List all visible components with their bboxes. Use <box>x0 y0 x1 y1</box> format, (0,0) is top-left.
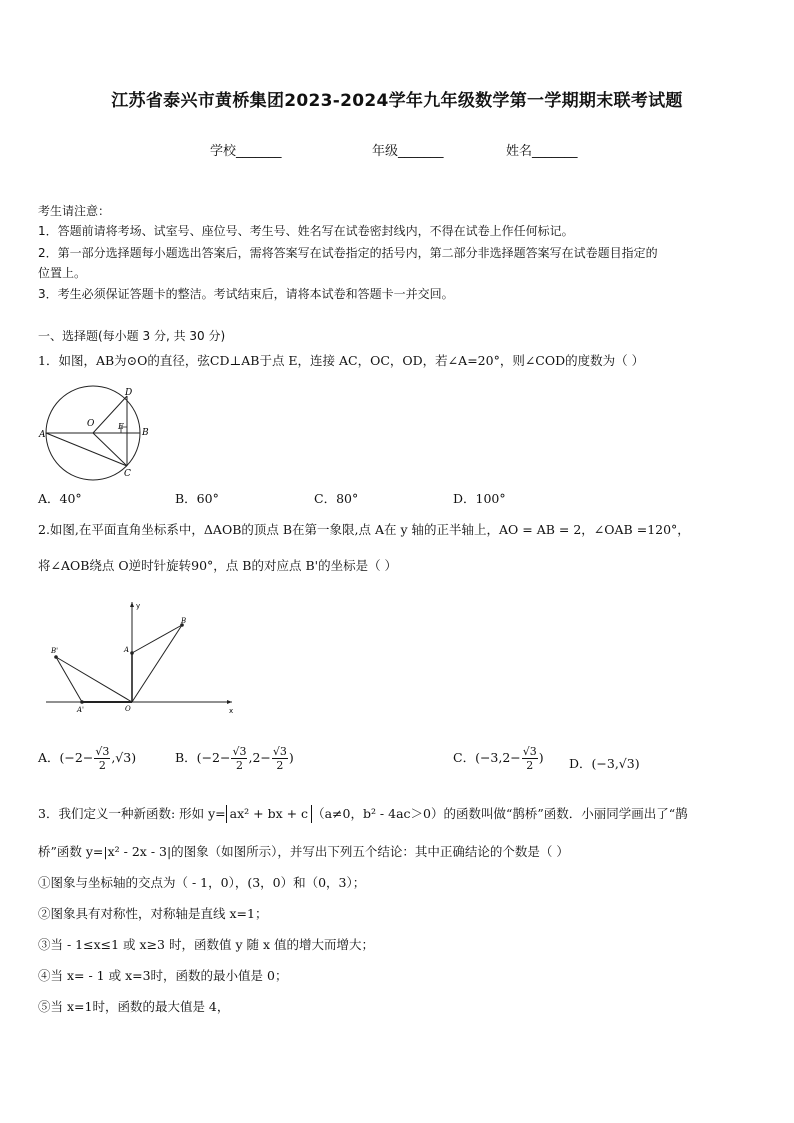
notice-item-2-cont: 位置上。 <box>38 266 87 280</box>
school-field <box>210 140 282 159</box>
name-label: 姓名 <box>506 144 533 159</box>
q2-option-b <box>175 745 294 772</box>
point-a <box>130 651 134 655</box>
point-b-prime <box>54 655 58 659</box>
label-y: y <box>136 602 141 610</box>
label-x: x <box>229 707 234 715</box>
label-b-prime: B' <box>51 647 59 655</box>
segment-ac <box>46 433 127 466</box>
q2-option-b-mid: ,2− <box>248 750 271 765</box>
q2-option-b-den-2: 2 <box>276 759 284 772</box>
name-field <box>506 140 578 159</box>
name-blank: _______ <box>532 144 578 159</box>
q2-option-a-den: 2 <box>98 759 106 772</box>
q1-option-b: B．60° <box>175 491 219 506</box>
q2-option-b-num: √3 <box>232 745 247 758</box>
school-label: 学校 <box>210 144 237 159</box>
notice-item-2: 2．第一部分选择题每小题选出答案后，需将答案写在试卷指定的括号内，第二部分非选择题答案写在试卷题目指定的 <box>38 246 658 260</box>
label-c: C <box>124 469 131 479</box>
exam-title: 江苏省泰兴市黄桥集团2023-2024学年九年级数学第一学期期末联考试题 <box>111 91 683 111</box>
q2-option-a-prefix: A．(−2− <box>38 750 94 765</box>
section-heading: 一、选择题(每小题 3 分, 共 30 分) <box>38 329 226 343</box>
grade-blank: _______ <box>398 144 444 159</box>
x-axis-arrow <box>227 700 232 704</box>
label-o: O <box>125 705 131 713</box>
q3-conclusion-4: ④当 x= - 1 或 x=3时，函数的最小值是 0； <box>38 968 288 983</box>
label-e: E <box>118 422 124 431</box>
notice-item-3: 3．考生必须保证答题卡的整洁。考试结束后，请将本试卷和答题卡一并交回。 <box>38 287 454 301</box>
q2-option-a <box>38 745 136 772</box>
label-a: A <box>39 430 46 440</box>
label-b: B <box>142 428 149 438</box>
q3-conclusion-1: ①图象与坐标轴的交点为（ - 1，0），(3，0）和（0，3）； <box>38 875 366 890</box>
q2-option-c <box>453 745 544 772</box>
q2-option-c-den: 2 <box>526 759 534 772</box>
grade-label: 年级 <box>372 144 399 159</box>
q2-option-b-den: 2 <box>235 759 243 772</box>
q2-option-d: D．(−3,√3) <box>569 756 640 771</box>
school-blank: _______ <box>236 144 282 159</box>
q3-conclusion-3: ③当 - 1≤x≤1 或 x≥3 时，函数值 y 随 x 值的增大而增大； <box>38 937 374 952</box>
q2-option-b-prefix: B．(−2− <box>175 750 231 765</box>
q2-option-b-fraction-1 <box>231 745 247 772</box>
label-d: D <box>125 388 133 398</box>
notice-item-1: 1．答题前请将考场、试室号、座位号、考生号、姓名写在试卷密封线内，不得在试卷上作任何标记。 <box>38 224 574 238</box>
q2-option-b-suffix: ) <box>288 750 294 765</box>
q1-option-a: A．40° <box>38 491 82 506</box>
q3-stem-line-2: 桥”函数 y=|x² - 2x - 3|的图象（如图所示），并写出下列五个结论：其中正确结论的个数是（ ） <box>38 844 569 859</box>
q2-option-b-num-2: √3 <box>272 745 287 758</box>
q3-stem-line-1 <box>38 805 688 823</box>
q2-coordinate-figure <box>44 598 244 720</box>
q1-stem: 1．如图，AB为⊙O的直径，弦CD⊥AB于点 E，连接 AC，OC，OD，若∠A=20°，则∠COD的度数为（ ） <box>38 353 645 368</box>
q3-stem-pre: 3．我们定义一种新函数: 形如 y= <box>38 806 226 821</box>
q2-option-c-suffix: ) <box>538 750 544 765</box>
q2-option-a-num: √3 <box>95 745 110 758</box>
grade-field <box>372 140 444 159</box>
q2-option-c-prefix: C．(−3,2− <box>453 750 521 765</box>
notice-heading: 考生请注意： <box>38 204 111 218</box>
q3-conclusion-5: ⑤当 x=1时，函数的最大值是 4， <box>38 999 230 1014</box>
q2-option-a-suffix: ,√3) <box>111 750 137 765</box>
label-a: A <box>124 646 130 654</box>
q3-stem-post: （a≠0，b² - 4ac＞0）的函数叫做“鹊桥”函数．小丽同学画出了“鹊 <box>312 806 688 821</box>
q1-option-c: C．80° <box>314 491 359 506</box>
q2-option-a-fraction <box>94 745 110 772</box>
segment-ab <box>132 625 182 653</box>
q2-option-c-fraction <box>522 745 538 772</box>
q1-circle-figure <box>36 382 156 486</box>
segment-ob <box>132 625 182 702</box>
q2-option-b-fraction-2 <box>272 745 288 772</box>
label-o: O <box>87 419 95 429</box>
segment-oc <box>93 433 127 466</box>
q3-conclusion-2: ②图象具有对称性，对称轴是直线 x=1； <box>38 906 268 921</box>
label-a-prime: A' <box>77 706 84 714</box>
q3-abs-expression: ax² + bx + c <box>226 805 312 823</box>
label-b: B <box>181 617 187 625</box>
q2-option-c-num: √3 <box>522 745 537 758</box>
q2-stem-line-1: 2.如图,在平面直角坐标系中，ΔAOB的顶点 B在第一象限,点 A在 y 轴的正半轴上，AO = AB = 2，∠OAB =120°， <box>38 522 690 537</box>
q1-option-d: D．100° <box>453 491 506 506</box>
q2-stem-line-2: 将∠AOB绕点 O逆时针旋转90°，点 B的对应点 B'的坐标是（ ） <box>38 558 398 573</box>
y-axis-arrow <box>130 602 134 607</box>
segment-b-prime-o <box>56 657 132 702</box>
point-a-prime <box>80 700 84 704</box>
segment-b-prime-a-prime <box>56 657 82 702</box>
